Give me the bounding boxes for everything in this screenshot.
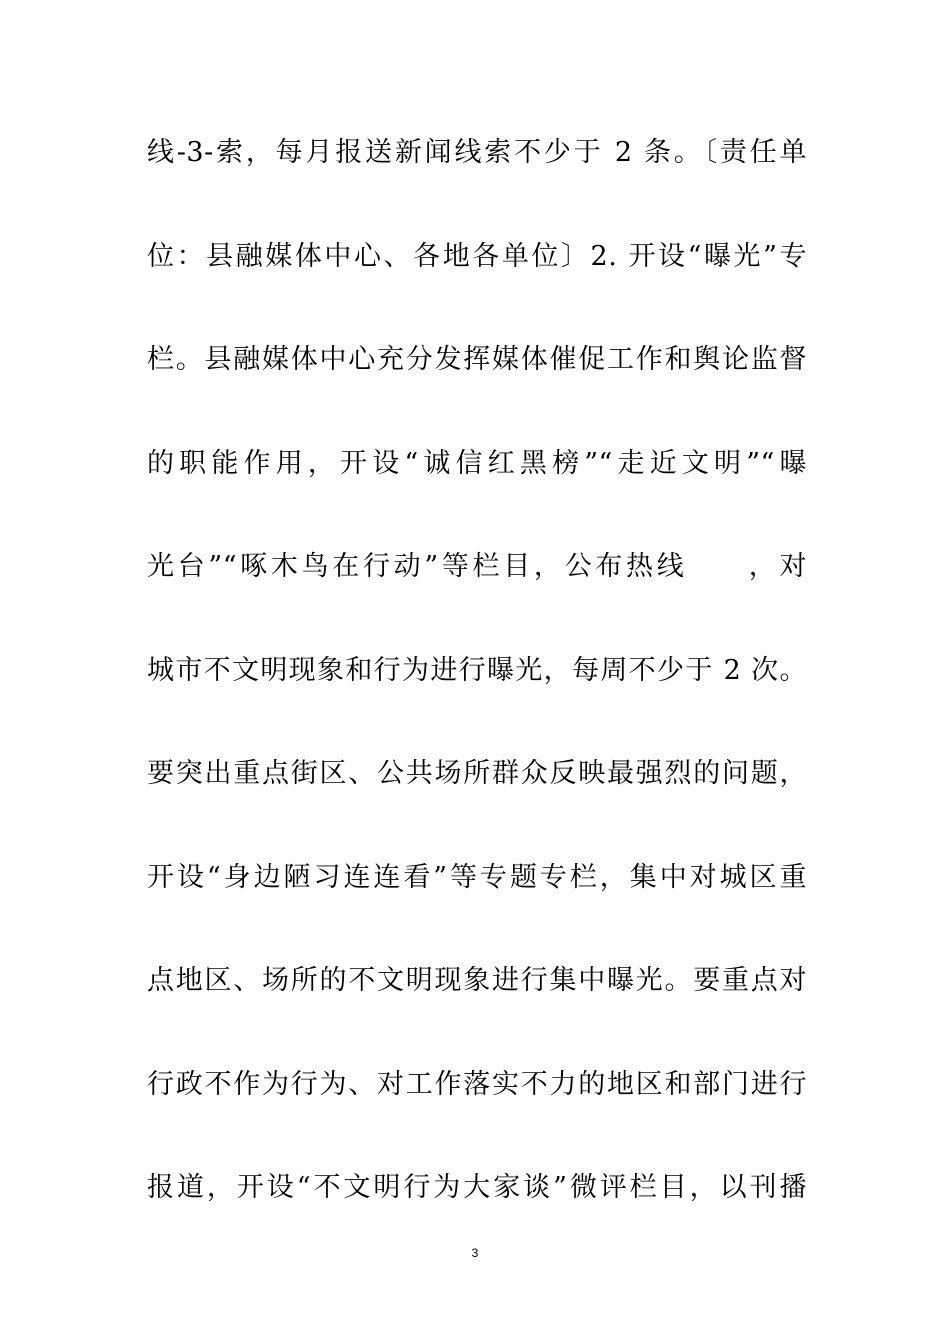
text-line: 光台”“啄木鸟在行动”等栏目，公布热线 ，对 [147,551,807,582]
text-line: 的职能作用，开设“诚信红黑榜”“走近文明”“曝 [147,447,807,479]
text-line: 位：县融媒体中心、各地各单位〕2. 开设“曝光”专 [147,240,807,272]
text-line: 开设“身边陋习连连看”等专题专栏，集中对城区重 [147,861,807,893]
text-line: 城市不文明现象和行为进行曝光，每周不少于 2 次。 [147,654,807,686]
text-line: 行政不作为行为、对工作落实不力的地区和部门进行 [147,1068,807,1100]
document-body [147,125,807,1264]
text-line: 点地区、场所的不文明现象进行集中曝光。要重点对 [147,965,807,996]
text-line: 报道，开设“不文明行为大家谈”微评栏目，以刊播 [147,1172,807,1203]
text-line: 栏。县融媒体中心充分发挥媒体催促工作和舆论监督 [147,344,807,375]
text-line: 线-3-索，每月报送新闻线索不少于 2 条。〔责任单 [147,137,807,168]
text-line: 要突出重点街区、公共场所群众反映最强烈的问题， [147,758,807,789]
page-number: 3 [471,1246,479,1260]
